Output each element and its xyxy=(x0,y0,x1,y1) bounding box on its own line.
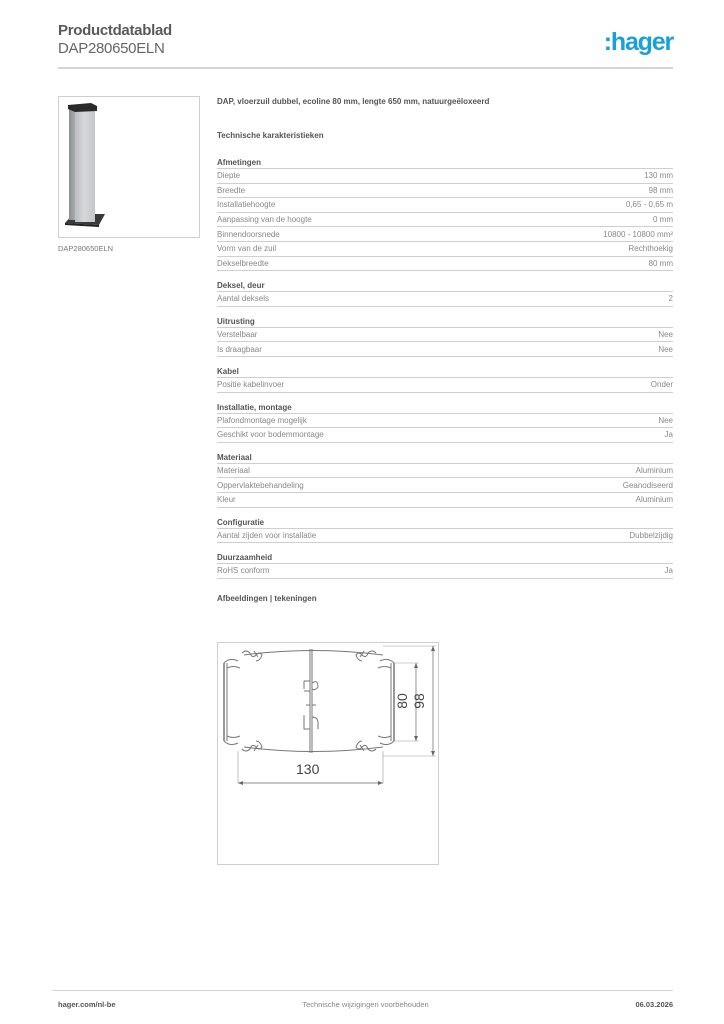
spec-label: Breedte xyxy=(217,185,246,195)
main-content xyxy=(217,96,673,607)
spec-value: 10800 - 10800 mm² xyxy=(603,229,673,239)
section-title: Materiaal xyxy=(217,451,673,464)
spec-value: Ja xyxy=(664,566,673,576)
section-title: Configuratie xyxy=(217,516,673,529)
spec-value: 2 xyxy=(668,294,673,304)
technical-drawing xyxy=(217,642,439,865)
spec-row xyxy=(217,529,673,544)
section-title: Afmetingen xyxy=(217,156,673,169)
section-title: Kabel xyxy=(217,365,673,378)
spec-label: Oppervlaktebehandeling xyxy=(217,480,304,490)
spec-label: Kleur xyxy=(217,495,236,505)
spec-row xyxy=(217,257,673,272)
spec-row xyxy=(217,493,673,508)
spec-row xyxy=(217,227,673,242)
section-deksel-deur xyxy=(217,279,673,307)
spec-label: Aanpassing van de hoogte xyxy=(217,215,312,225)
spec-row xyxy=(217,564,673,579)
spec-value: Nee xyxy=(658,344,673,354)
spec-label: Verstelbaar xyxy=(217,330,258,340)
product-code: DAP280650ELN xyxy=(58,40,165,57)
spec-label: Diepte xyxy=(217,171,241,181)
spec-value: Dubbelzijdig xyxy=(629,530,673,540)
product-image-caption: DAP280650ELN xyxy=(58,244,114,253)
cross-section-drawing-icon xyxy=(218,643,438,864)
spec-value: Nee xyxy=(658,415,673,425)
section-materiaal xyxy=(217,451,673,508)
dimension-outer-height-label: 98 xyxy=(410,693,427,709)
spec-label: Dekselbreedte xyxy=(217,258,269,268)
spec-label: Installatiehoogte xyxy=(217,200,276,210)
section-title: Duurzaamheid xyxy=(217,551,673,564)
section-title: Installatie, montage xyxy=(217,401,673,414)
product-image xyxy=(58,96,200,238)
section-duurzaamheid xyxy=(217,551,673,579)
hager-logo xyxy=(604,28,673,56)
website-link[interactable]: hager.com/nl-be xyxy=(58,1000,116,1009)
section-configuratie xyxy=(217,516,673,544)
spec-row xyxy=(217,169,673,184)
technical-characteristics-title: Technische karakteristieken xyxy=(217,131,324,140)
spec-label: Plafondmontage mogelijk xyxy=(217,415,307,425)
spec-label: Vorm van de zuil xyxy=(217,244,277,254)
spec-value: 0 mm xyxy=(653,215,673,225)
dimension-inner-height-label: 80 xyxy=(393,693,410,709)
spec-value: Geanodiseerd xyxy=(622,480,673,490)
drawings-title: Afbeeldingen | tekeningen xyxy=(217,593,317,603)
spec-value: Onder xyxy=(650,380,673,390)
spec-label: Binnendoorsnede xyxy=(217,229,280,239)
spec-row xyxy=(217,242,673,257)
spec-label: Positie kabelinvoer xyxy=(217,380,285,390)
spec-value: Rechthoekig xyxy=(628,244,673,254)
section-uitrusting xyxy=(217,315,673,357)
spec-value: Aluminium xyxy=(635,466,673,476)
floor-column-photo-icon xyxy=(59,97,199,237)
section-title: Deksel, deur xyxy=(217,279,673,292)
spec-row xyxy=(217,342,673,357)
spec-row xyxy=(217,414,673,429)
page-header xyxy=(58,22,673,58)
document-title: Productdatablad xyxy=(58,22,172,39)
spec-value: Ja xyxy=(664,430,673,440)
header-divider xyxy=(58,67,673,69)
spec-row xyxy=(217,464,673,479)
spec-value: 0,65 - 0,65 m xyxy=(625,200,673,210)
section-afmetingen xyxy=(217,156,673,271)
spec-row xyxy=(217,428,673,443)
spec-label: Materiaal xyxy=(217,466,250,476)
section-installatie-montage xyxy=(217,401,673,443)
spec-value: Nee xyxy=(658,330,673,340)
spec-value: 80 mm xyxy=(648,258,673,268)
page-footer xyxy=(58,1000,673,1012)
spec-label: RoHS conform xyxy=(217,566,270,576)
dimension-width-label: 130 xyxy=(296,761,320,777)
spec-value: 130 mm xyxy=(644,171,673,181)
document-date: 06.03.2026 xyxy=(635,1000,673,1009)
spec-value: 98 mm xyxy=(648,185,673,195)
spec-label: Is draagbaar xyxy=(217,344,262,354)
spec-row xyxy=(217,213,673,228)
footer-notice: Technische wijzigingen voorbehouden xyxy=(302,1000,429,1009)
spec-row xyxy=(217,478,673,493)
spec-row xyxy=(217,184,673,199)
footer-divider xyxy=(52,990,673,991)
spec-label: Aantal zijden voor installatie xyxy=(217,530,317,540)
spec-value: Aluminium xyxy=(635,495,673,505)
spec-row xyxy=(217,198,673,213)
section-title: Uitrusting xyxy=(217,315,673,328)
spec-label: Aantal deksels xyxy=(217,294,270,304)
product-description: DAP, vloerzuil dubbel, ecoline 80 mm, lengte 650 mm, natuurgeëloxeerd xyxy=(217,97,490,106)
spec-label: Geschikt voor bodemmontage xyxy=(217,430,324,440)
spec-row xyxy=(217,378,673,393)
spec-row xyxy=(217,292,673,307)
spec-row xyxy=(217,328,673,343)
logo-text: :hager xyxy=(603,28,673,56)
section-kabel xyxy=(217,365,673,393)
